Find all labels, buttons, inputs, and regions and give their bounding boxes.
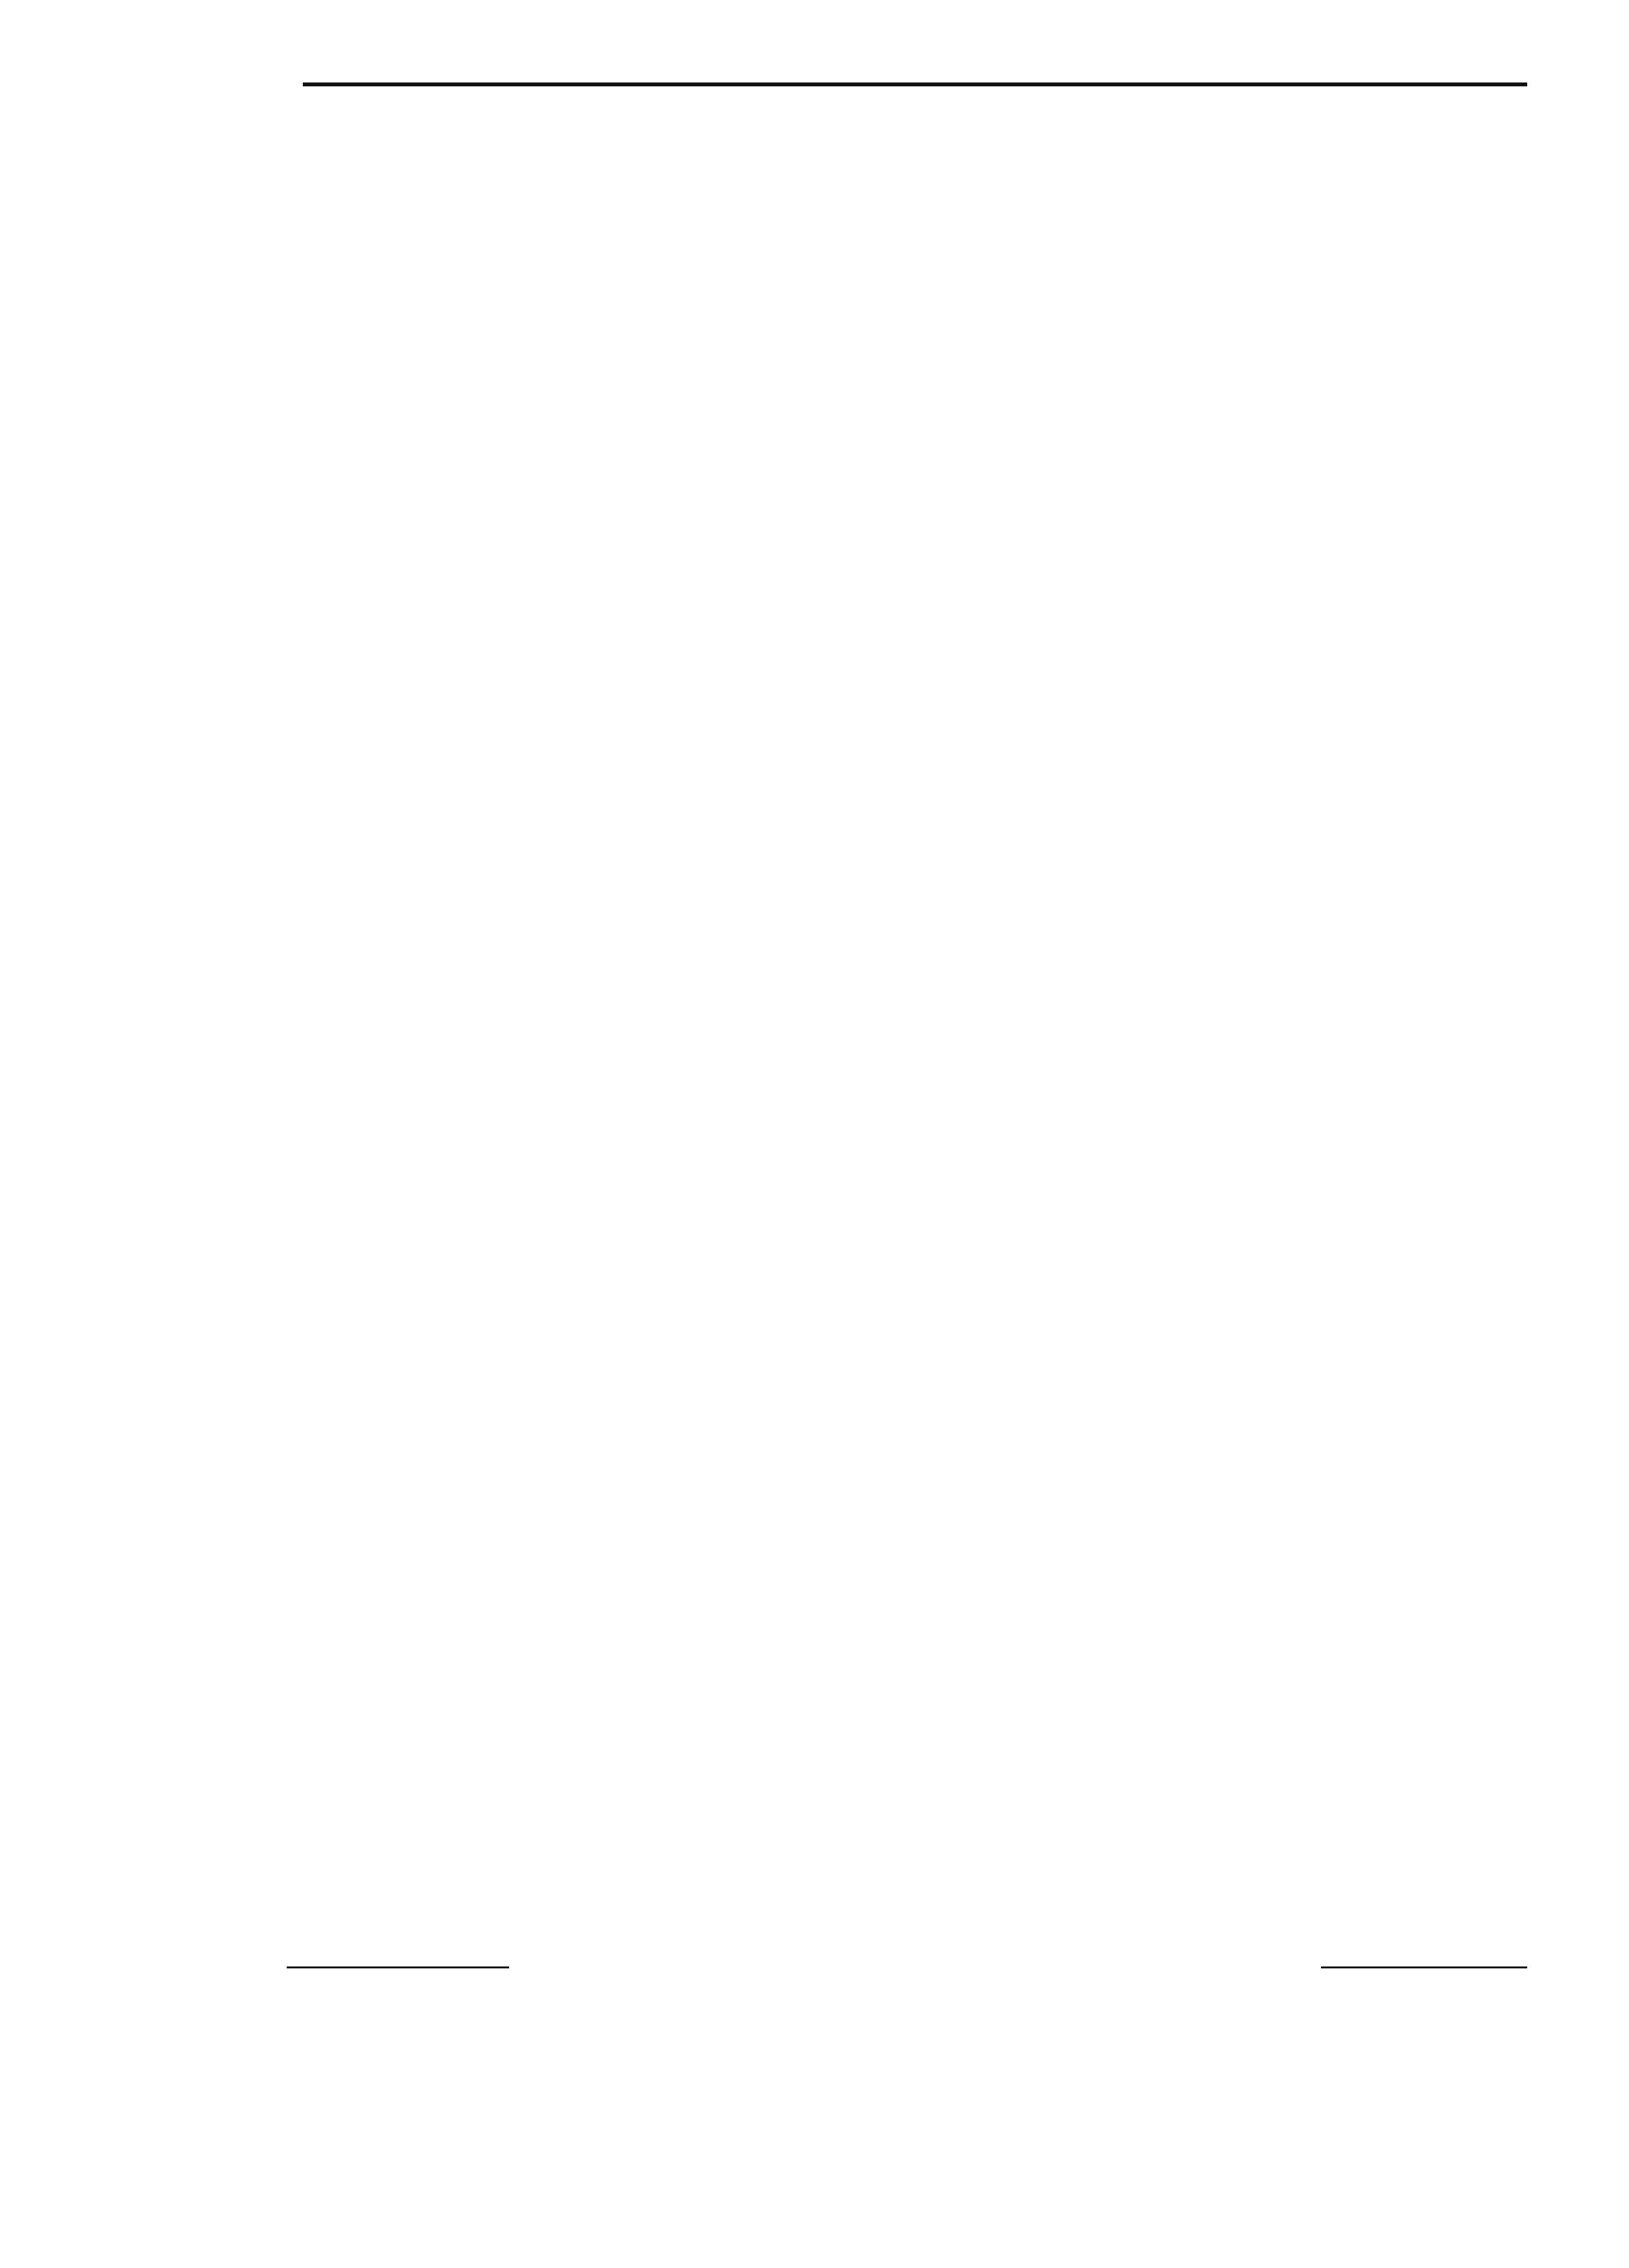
footer-rule (1321, 1966, 1527, 1968)
section-heading (380, 1265, 496, 1296)
section-heading (380, 100, 565, 131)
section-heading (380, 1436, 535, 1466)
footer-rule (287, 1966, 509, 1968)
header-rule (303, 82, 1527, 86)
